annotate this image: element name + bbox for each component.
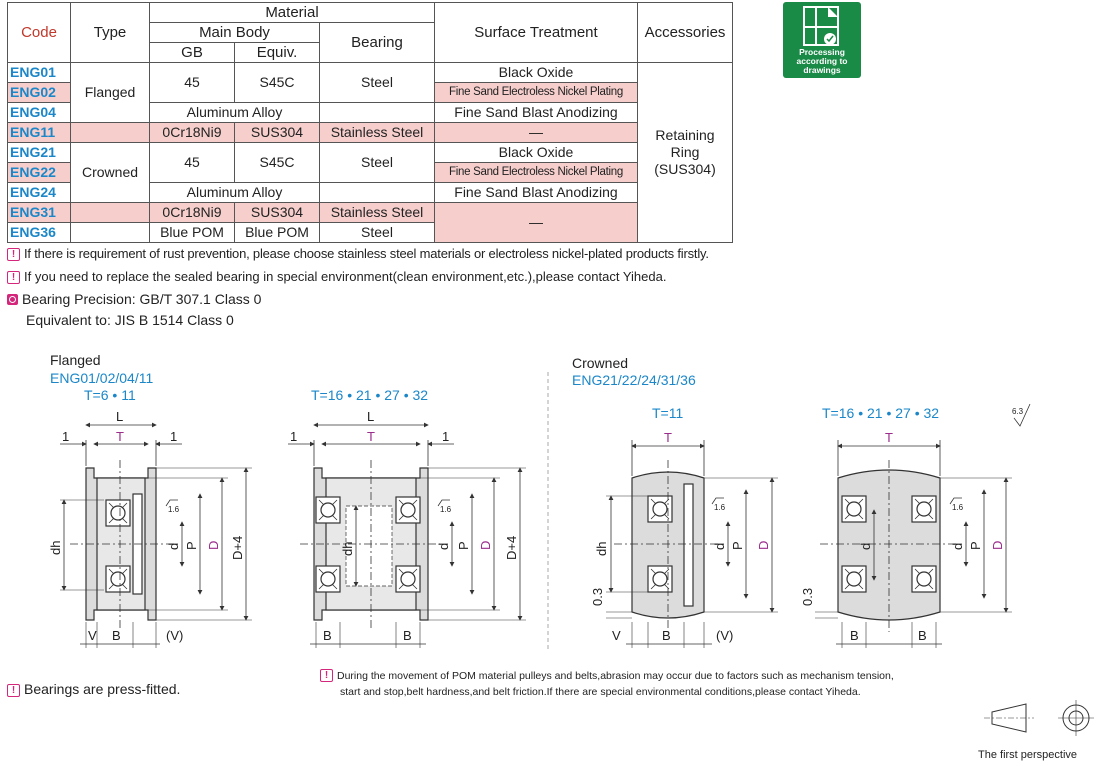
label-1: 1	[442, 429, 450, 444]
label-V-paren: (V)	[716, 628, 734, 643]
label-D4: D+4	[230, 535, 245, 560]
bearing-cell: Steel	[320, 143, 435, 183]
gb-cell: Blue POM	[150, 223, 235, 243]
label-roughness-top: 6.3	[1012, 407, 1024, 416]
label-L: L	[367, 409, 375, 424]
perspective-label: The first perspective	[978, 749, 1078, 761]
header-code: Code	[8, 3, 71, 63]
note-equivalent: Equivalent to: JIS B 1514 Class 0	[26, 312, 234, 328]
equiv-cell: SUS304	[235, 203, 320, 223]
code-cell: ENG11	[8, 123, 71, 143]
surface-cell: Fine Sand Electroless Nickel Plating	[435, 163, 638, 183]
label-T: T	[116, 429, 124, 444]
surface-cell: Fine Sand Blast Anodizing	[435, 183, 638, 203]
crowned-t2: T=16 • 21 • 27 • 32	[822, 405, 940, 421]
code-cell: ENG01	[8, 63, 71, 83]
header-bearing: Bearing	[320, 23, 435, 63]
equiv-cell: SUS304	[235, 123, 320, 143]
label-03: 0.3	[590, 587, 605, 606]
note-text: During the movement of POM material pulleys and belts,abrasion may occur due to factors such as mechanism tension,	[337, 670, 894, 682]
label-1: 1	[170, 429, 178, 444]
note-pom	[320, 668, 894, 700]
header-type: Type	[71, 3, 150, 63]
label-D: D	[206, 540, 221, 550]
label-T: T	[885, 430, 893, 445]
equiv-cell: S45C	[235, 63, 320, 103]
code-cell: ENG04	[8, 103, 71, 123]
accessory-line: (SUS304)	[654, 161, 716, 177]
label-roughness: 1.6	[168, 505, 180, 514]
code-cell: ENG22	[8, 163, 71, 183]
label-P: P	[730, 541, 745, 550]
equiv-cell: S45C	[235, 143, 320, 183]
flanged-t2: T=16 • 21 • 27 • 32	[311, 387, 429, 403]
warning-icon: !	[7, 684, 20, 697]
crowned-codes: ENG21/22/24/31/36	[572, 372, 696, 388]
code-cell: ENG24	[8, 183, 71, 203]
label-B: B	[323, 628, 332, 643]
drawing-crowned-small	[606, 440, 778, 648]
warning-icon: !	[7, 271, 20, 284]
label-roughness: 1.6	[714, 503, 726, 512]
note-text: start and stop,belt hardness,and belt friction.If there are special environmental conditions,please contact Yiheda.	[340, 686, 861, 698]
badge-line: according to	[796, 56, 848, 66]
material-cell: Aluminum Alloy	[150, 183, 320, 203]
label-B: B	[918, 628, 927, 643]
label-B: B	[112, 628, 121, 643]
bearing-cell: Stainless Steel	[320, 203, 435, 223]
accessory-line: Ring	[670, 144, 700, 160]
code-cell: ENG36	[8, 223, 71, 243]
label-roughness: 1.6	[952, 503, 964, 512]
label-1: 1	[62, 429, 70, 444]
code-cell: ENG21	[8, 143, 71, 163]
label-B: B	[850, 628, 859, 643]
gb-cell: 45	[150, 143, 235, 183]
surface-cell: —	[435, 203, 638, 243]
gb-cell: 0Cr18Ni9	[150, 123, 235, 143]
label-P: P	[968, 541, 983, 550]
label-D: D	[990, 540, 1005, 550]
label-D: D	[756, 540, 771, 550]
label-d: d	[712, 542, 727, 550]
label-V-paren: (V)	[166, 628, 184, 643]
header-accessories: Accessories	[638, 3, 733, 63]
label-dh: dh	[48, 540, 63, 555]
bearing-cell: Steel	[320, 223, 435, 243]
flanged-t1: T=6 • 11	[84, 387, 136, 403]
header-surface: Surface Treatment	[435, 3, 638, 63]
label-D4: D+4	[504, 535, 519, 560]
drawing-flanged-small	[60, 425, 252, 648]
first-angle-projection-icon	[984, 700, 1094, 736]
label-P: P	[456, 541, 471, 550]
header-main-body: Main Body	[150, 23, 320, 43]
gb-cell: 0Cr18Ni9	[150, 203, 235, 223]
note-text: If there is requirement of rust prevention, please choose stainless steel materials or electroless nickel-plated products firstly.	[24, 246, 709, 261]
drawing-flanged-large	[288, 425, 526, 648]
type-crowned: Crowned	[71, 143, 150, 203]
warning-icon: !	[7, 248, 20, 261]
material-cell: Aluminum Alloy	[150, 103, 320, 123]
label-V: V	[612, 628, 621, 643]
label-d: d	[436, 542, 451, 550]
surface-cell: Fine Sand Blast Anodizing	[435, 103, 638, 123]
drawing-crowned-large	[815, 404, 1030, 648]
flanged-codes: ENG01/02/04/11	[50, 370, 154, 386]
label-V: V	[88, 628, 97, 643]
label-P: P	[184, 541, 199, 550]
label-03: 0.3	[800, 587, 815, 606]
bearing-cell: Steel	[320, 63, 435, 103]
header-equiv: Equiv.	[235, 43, 320, 63]
label-d: d	[166, 542, 181, 550]
badge-line: drawings	[803, 65, 841, 75]
note-text: Bearings are press-fitted.	[24, 681, 181, 697]
label-T: T	[664, 430, 672, 445]
label-roughness: 1.6	[440, 505, 452, 514]
label-L: L	[116, 409, 124, 424]
note-text: Bearing Precision: GB/T 307.1 Class 0	[22, 291, 262, 307]
flanged-title: Flanged	[50, 352, 101, 368]
bearing-cell: Stainless Steel	[320, 123, 435, 143]
note-text: If you need to replace the sealed bearing in special environment(clean environment,etc.),please contact Yiheda.	[24, 269, 667, 284]
label-B: B	[662, 628, 671, 643]
label-dh: dh	[594, 541, 609, 556]
label-d: d	[950, 542, 965, 550]
surface-cell: Black Oxide	[435, 63, 638, 83]
badge-line: Processing	[799, 47, 845, 57]
type-flanged: Flanged	[71, 63, 150, 123]
gb-cell: 45	[150, 63, 235, 103]
label-dh: dh	[340, 541, 355, 556]
header-material: Material	[150, 3, 435, 23]
surface-cell: Black Oxide	[435, 143, 638, 163]
label-T: T	[367, 429, 375, 444]
code-cell: ENG31	[8, 203, 71, 223]
header-gb: GB	[150, 43, 235, 63]
warning-icon: !	[320, 669, 333, 682]
label-1: 1	[290, 429, 298, 444]
accessory-line: Retaining	[655, 127, 715, 143]
label-B: B	[403, 628, 412, 643]
label-d: d	[858, 542, 873, 550]
surface-cell: —	[435, 123, 638, 143]
crowned-title: Crowned	[572, 355, 629, 371]
crowned-t1: T=11	[652, 405, 684, 421]
equiv-cell: Blue POM	[235, 223, 320, 243]
code-cell: ENG02	[8, 83, 71, 103]
surface-cell: Fine Sand Electroless Nickel Plating	[435, 83, 638, 103]
note-press-fitted	[7, 680, 180, 698]
label-D: D	[478, 540, 493, 550]
